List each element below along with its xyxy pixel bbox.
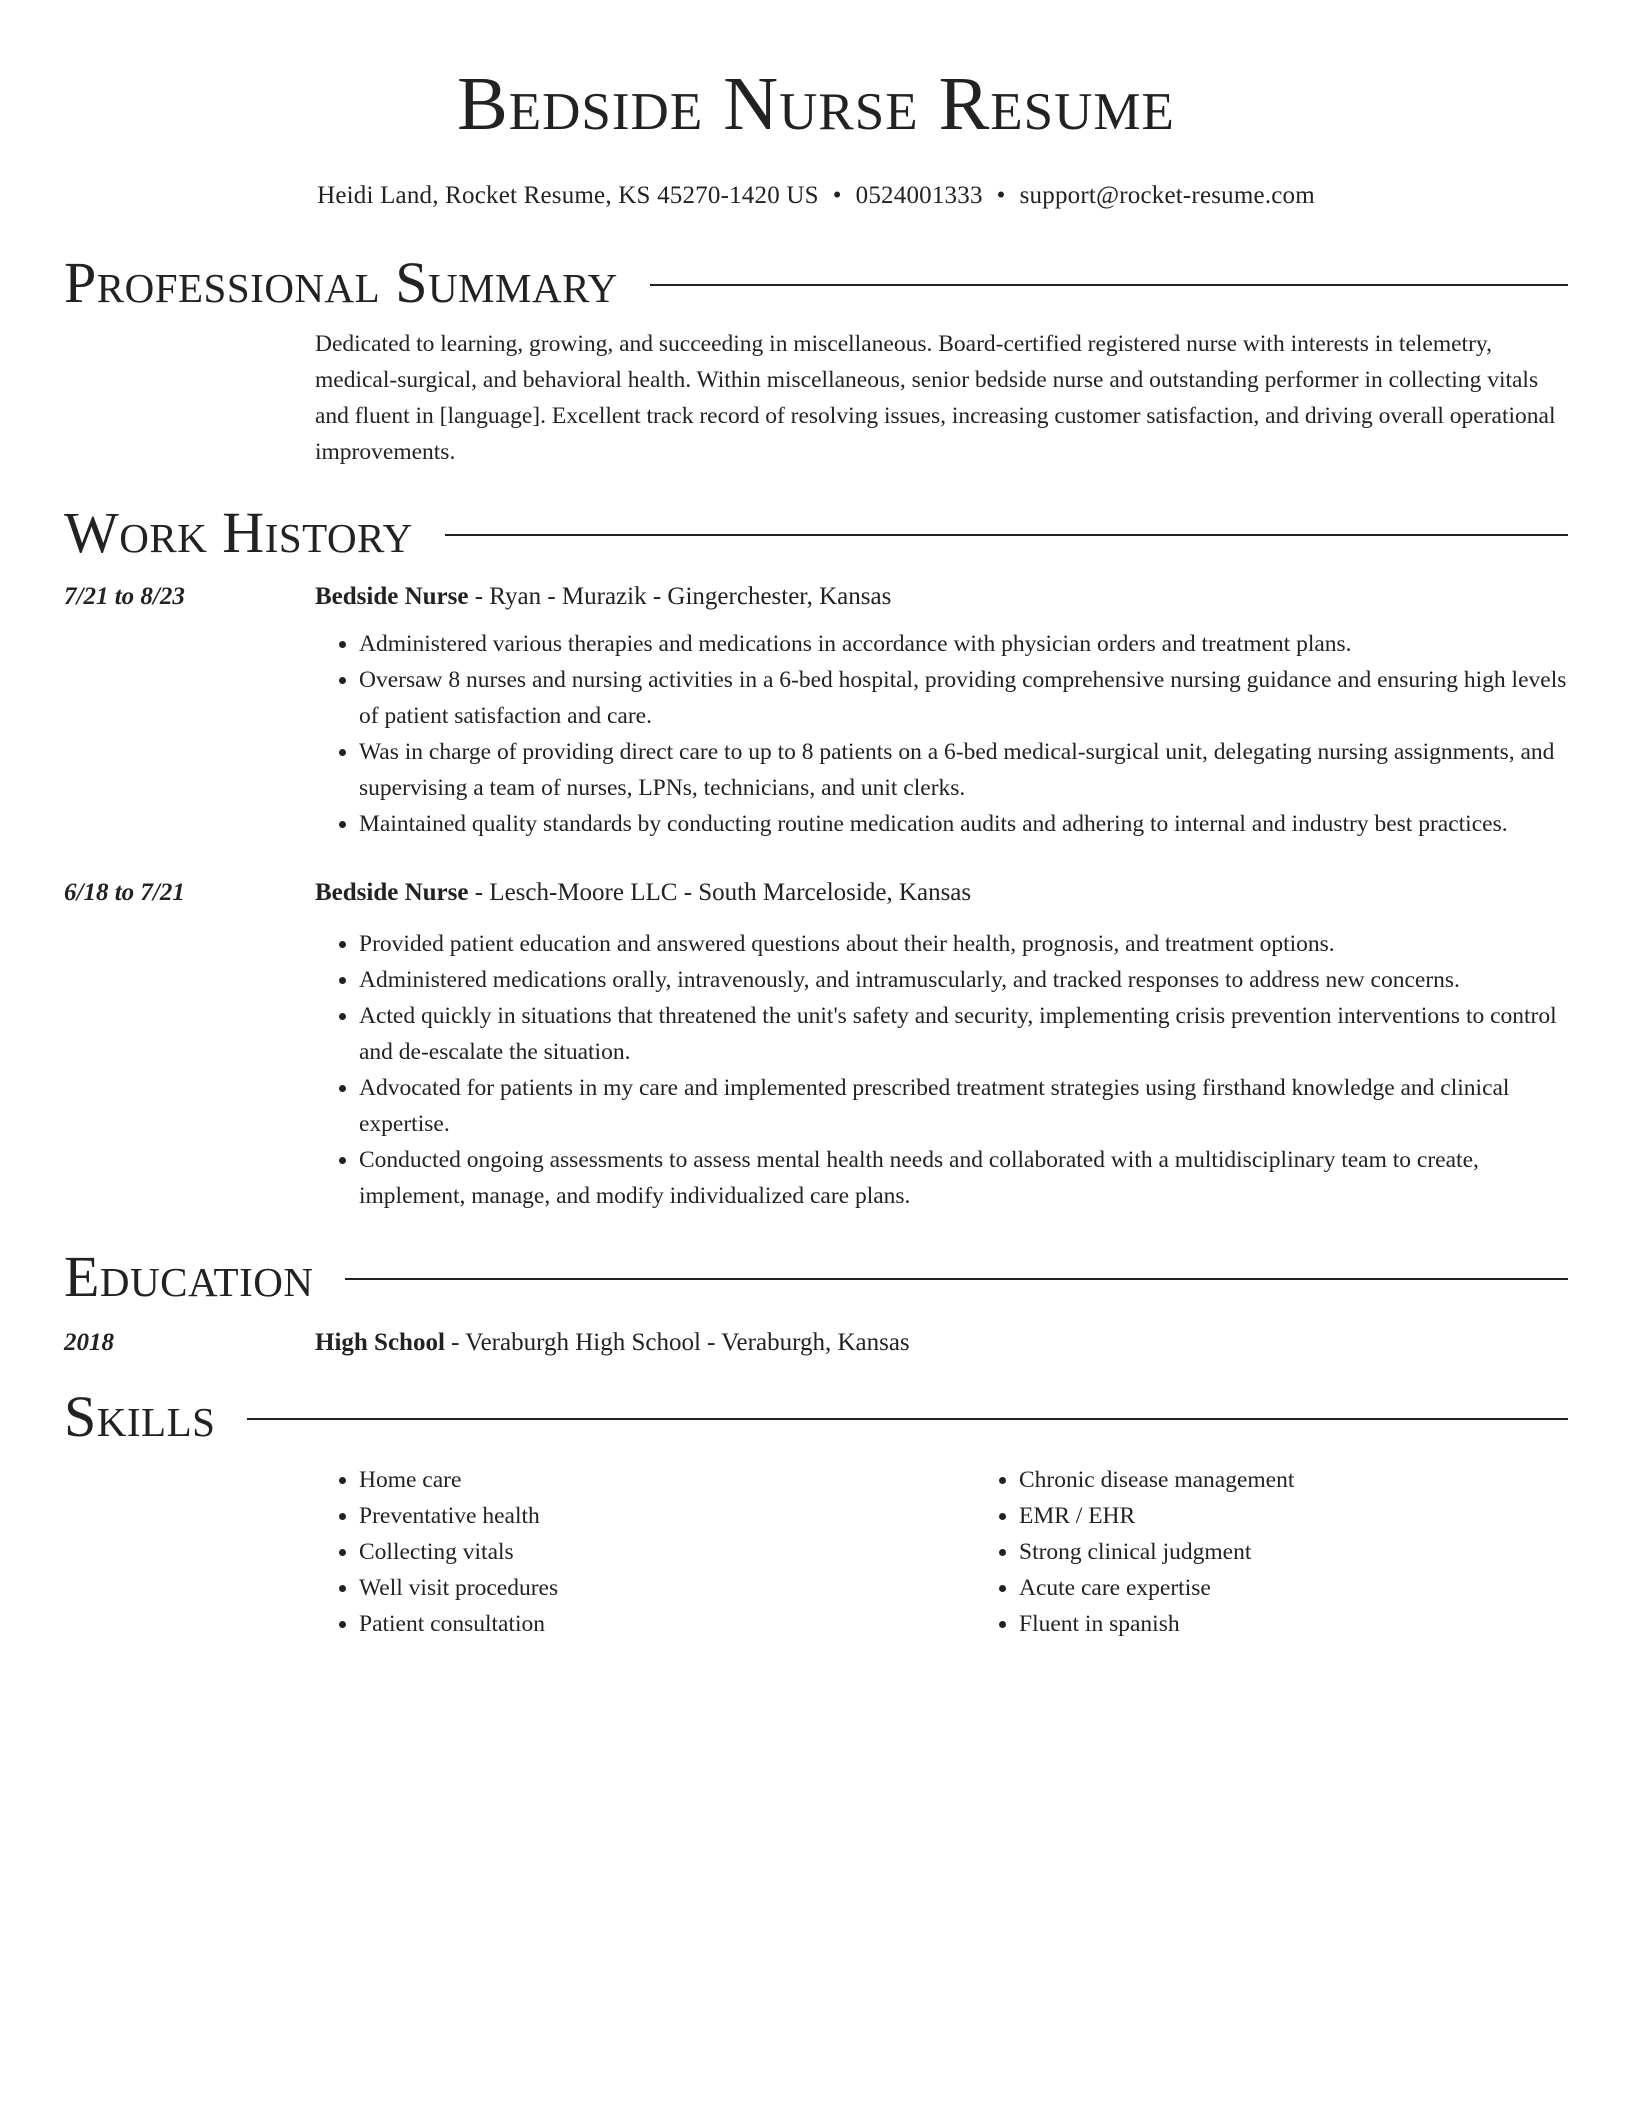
job-employer: - Ryan - Murazik - Gingerchester, Kansas: [468, 583, 892, 610]
education-school: - Veraburgh High School - Veraburgh, Kansas: [444, 1329, 910, 1356]
job-dates: 7/21 to 8/23: [64, 583, 185, 610]
education-section-header: [64, 1242, 1568, 1312]
section-divider: [650, 284, 1568, 286]
contact-address: Heidi Land, Rocket Resume, KS 45270-1420 US: [317, 182, 819, 209]
summary-text: Dedicated to learning, growing, and succeeding in miscellaneous. Board-certified registered nurse with interests in telemetry, medical-surgical, and behavioral health. Within miscellaneous, senior bedside nurse and outstanding performer in collecting vitals and fluent in [language]. Excellent track record of resolving issues, increasing customer satisfaction, and driving overall operational improvements.: [315, 331, 1556, 465]
contact-separator: •: [996, 182, 1006, 209]
skill-item: • EMR / EHR: [1019, 1498, 1632, 1534]
resume-title: Bedside Nurse Resume: [457, 62, 1175, 146]
job-employer: - Lesch-Moore LLC - South Marceloside, Kansas: [468, 879, 972, 906]
education-date: 2018: [64, 1329, 114, 1356]
section-divider: [247, 1418, 1568, 1420]
contact-line: [64, 180, 1568, 212]
skills-column-right: [975, 1462, 1632, 1642]
job-duty: • Conducted ongoing assessments to assess mental health needs and collaborated with a multidisciplinary team to create, implement, manage, and modify individualized care plans.: [359, 1142, 1568, 1214]
job-duty: • Advocated for patients in my care and implemented prescribed treatment strategies using firsthand knowledge and clinical expertise.: [359, 1070, 1568, 1142]
education-heading: Education: [64, 1244, 314, 1309]
resume-page: [64, 0, 1568, 1642]
job-duty: • Maintained quality standards by conducting routine medication audits and adhering to internal and industry best practices.: [359, 806, 1568, 842]
education-heading-line: [315, 1326, 910, 1360]
skill-item: • Collecting vitals: [359, 1534, 975, 1570]
job-duty: • Administered various therapies and medications in accordance with physician orders and treatment plans.: [359, 626, 1568, 662]
education-entry: [64, 1326, 1568, 1360]
job-heading: [315, 876, 1568, 910]
skill-item: • Strong clinical judgment: [1019, 1534, 1632, 1570]
job-duty: • Provided patient education and answered questions about their health, prognosis, and treatment options.: [359, 926, 1568, 962]
skill-item: • Home care: [359, 1462, 975, 1498]
section-divider: [445, 534, 1568, 536]
job-duty: • Administered medications orally, intravenously, and intramuscularly, and tracked responses to address new concerns.: [359, 962, 1568, 998]
job-dates: 6/18 to 7/21: [64, 879, 185, 906]
summary-heading: Professional Summary: [64, 250, 618, 315]
summary-section-header: [64, 248, 1568, 318]
skill-item: • Well visit procedures: [359, 1570, 975, 1606]
contact-phone: 0524001333: [855, 182, 983, 209]
contact-email: support@rocket-resume.com: [1019, 182, 1315, 209]
job-body: [315, 580, 1568, 842]
job-duty: • Oversaw 8 nurses and nursing activities in a 6-bed hospital, providing comprehensive nursing guidance and ensuring high levels of patient satisfaction and care.: [359, 662, 1568, 734]
job-duty: • Was in charge of providing direct care to up to 8 patients on a 6-bed medical-surgical unit, delegating nursing assignments, and supervising a team of nurses, LPNs, technicians, and unit clerks.: [359, 734, 1568, 806]
contact-separator: •: [832, 182, 842, 209]
job-title: Bedside Nurse: [315, 583, 469, 610]
skill-item: • Acute care expertise: [1019, 1570, 1632, 1606]
job-heading: [315, 580, 1568, 614]
education-degree: High School: [315, 1329, 445, 1356]
job-title: Bedside Nurse: [315, 879, 469, 906]
skill-item: • Fluent in spanish: [1019, 1606, 1632, 1642]
skill-item: • Preventative health: [359, 1498, 975, 1534]
job-entry: [64, 580, 1568, 842]
job-duties: [315, 926, 1568, 1214]
work-heading: Work History: [64, 500, 413, 565]
skills-section-header: [64, 1382, 1568, 1452]
skill-item: • Patient consultation: [359, 1606, 975, 1642]
job-duties: [315, 626, 1568, 842]
work-section-header: [64, 498, 1568, 568]
job-duty: • Acted quickly in situations that threatened the unit's safety and security, implementing crisis prevention interventions to control and de-escalate the situation.: [359, 998, 1568, 1070]
skills-grid: [315, 1462, 1568, 1642]
section-divider: [345, 1278, 1568, 1280]
skills-heading: Skills: [64, 1384, 216, 1449]
job-entry: [64, 876, 1568, 1214]
skills-column-left: [315, 1462, 975, 1642]
job-body: [315, 876, 1568, 1214]
skill-item: • Chronic disease management: [1019, 1462, 1632, 1498]
